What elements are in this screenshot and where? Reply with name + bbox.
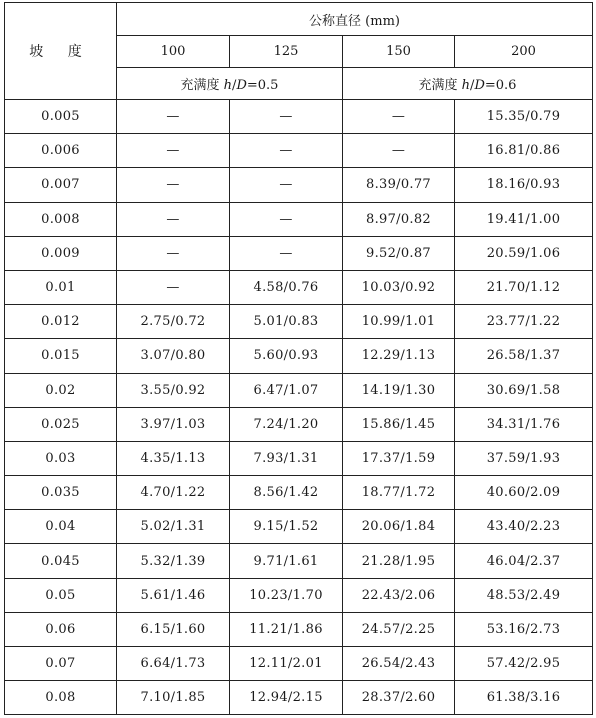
flow-velocity-cell-125: 11.21/1.86 xyxy=(230,612,343,646)
table-row xyxy=(5,544,593,578)
flow-velocity-cell-125: 10.23/1.70 xyxy=(230,578,343,612)
flow-velocity-cell-150: 24.57/2.25 xyxy=(343,612,455,646)
flow-velocity-cell-100: 3.97/1.03 xyxy=(117,407,230,441)
table-row xyxy=(5,681,593,715)
flow-velocity-cell-125: — xyxy=(230,168,343,202)
flow-velocity-cell-200: 26.58/1.37 xyxy=(455,339,593,373)
table-row xyxy=(5,578,593,612)
flow-velocity-cell-200: 61.38/3.16 xyxy=(455,681,593,715)
flow-velocity-cell-200: 20.59/1.06 xyxy=(455,236,593,270)
flow-velocity-cell-100: — xyxy=(117,134,230,168)
flow-velocity-cell-150: 8.39/0.77 xyxy=(343,168,455,202)
slope-cell: 0.03 xyxy=(5,441,117,475)
flow-velocity-cell-100: 3.55/0.92 xyxy=(117,373,230,407)
table-row xyxy=(5,510,593,544)
flow-velocity-cell-150: 9.52/0.87 xyxy=(343,236,455,270)
slope-cell: 0.006 xyxy=(5,134,117,168)
flow-velocity-cell-200: 34.31/1.76 xyxy=(455,407,593,441)
header-row-1 xyxy=(5,3,593,36)
table-row xyxy=(5,305,593,339)
flow-velocity-cell-200: 30.69/1.58 xyxy=(455,373,593,407)
flow-velocity-cell-125: — xyxy=(230,134,343,168)
fill-ratio-left-header: 充满度 h/D=0.5 xyxy=(117,68,343,100)
diameter-125-header: 125 xyxy=(230,36,343,68)
flow-velocity-cell-150: — xyxy=(343,100,455,134)
flow-velocity-cell-125: 7.93/1.31 xyxy=(230,441,343,475)
flow-velocity-cell-150: 21.28/1.95 xyxy=(343,544,455,578)
flow-velocity-cell-100: 6.64/1.73 xyxy=(117,647,230,681)
flow-velocity-cell-150: 17.37/1.59 xyxy=(343,441,455,475)
flow-velocity-cell-150: 18.77/1.72 xyxy=(343,476,455,510)
slope-cell: 0.02 xyxy=(5,373,117,407)
flow-velocity-cell-125: 4.58/0.76 xyxy=(230,270,343,304)
flow-velocity-cell-100: 2.75/0.72 xyxy=(117,305,230,339)
flow-velocity-cell-150: 12.29/1.13 xyxy=(343,339,455,373)
flow-velocity-cell-100: 5.32/1.39 xyxy=(117,544,230,578)
slope-cell: 0.012 xyxy=(5,305,117,339)
slope-header: 坡 度 xyxy=(5,3,117,100)
flow-velocity-cell-125: 9.71/1.61 xyxy=(230,544,343,578)
flow-velocity-cell-100: 3.07/0.80 xyxy=(117,339,230,373)
table-row xyxy=(5,373,593,407)
table-row xyxy=(5,476,593,510)
slope-cell: 0.01 xyxy=(5,270,117,304)
table-row xyxy=(5,647,593,681)
flow-velocity-cell-200: 40.60/2.09 xyxy=(455,476,593,510)
flow-velocity-cell-150: 8.97/0.82 xyxy=(343,202,455,236)
flow-velocity-cell-200: 23.77/1.22 xyxy=(455,305,593,339)
diameter-200-header: 200 xyxy=(455,36,593,68)
flow-velocity-cell-150: 10.99/1.01 xyxy=(343,305,455,339)
table-row xyxy=(5,270,593,304)
flow-velocity-cell-100: — xyxy=(117,236,230,270)
flow-velocity-cell-200: 21.70/1.12 xyxy=(455,270,593,304)
flow-velocity-cell-200: 48.53/2.49 xyxy=(455,578,593,612)
table-row xyxy=(5,441,593,475)
flow-velocity-cell-150: 28.37/2.60 xyxy=(343,681,455,715)
flow-velocity-cell-100: — xyxy=(117,202,230,236)
table-row xyxy=(5,339,593,373)
flow-velocity-cell-150: 14.19/1.30 xyxy=(343,373,455,407)
flow-velocity-cell-125: 12.94/2.15 xyxy=(230,681,343,715)
table-row xyxy=(5,236,593,270)
flow-velocity-cell-125: — xyxy=(230,236,343,270)
diameter-100-header: 100 xyxy=(117,36,230,68)
slope-cell: 0.008 xyxy=(5,202,117,236)
flow-velocity-cell-100: — xyxy=(117,168,230,202)
flow-velocity-cell-100: — xyxy=(117,100,230,134)
slope-cell: 0.045 xyxy=(5,544,117,578)
slope-cell: 0.035 xyxy=(5,476,117,510)
flow-velocity-cell-125: 5.60/0.93 xyxy=(230,339,343,373)
flow-velocity-cell-100: 5.02/1.31 xyxy=(117,510,230,544)
slope-cell: 0.05 xyxy=(5,578,117,612)
flow-velocity-cell-100: 7.10/1.85 xyxy=(117,681,230,715)
flow-velocity-cell-100: — xyxy=(117,270,230,304)
flow-velocity-cell-100: 4.35/1.13 xyxy=(117,441,230,475)
flow-velocity-cell-100: 4.70/1.22 xyxy=(117,476,230,510)
flow-velocity-cell-125: 7.24/1.20 xyxy=(230,407,343,441)
flow-velocity-cell-200: 53.16/2.73 xyxy=(455,612,593,646)
pipe-flow-table xyxy=(4,2,593,715)
slope-cell: 0.005 xyxy=(5,100,117,134)
slope-cell: 0.04 xyxy=(5,510,117,544)
flow-velocity-cell-150: 20.06/1.84 xyxy=(343,510,455,544)
flow-velocity-cell-100: 6.15/1.60 xyxy=(117,612,230,646)
diameter-150-header: 150 xyxy=(343,36,455,68)
slope-cell: 0.009 xyxy=(5,236,117,270)
flow-velocity-cell-200: 43.40/2.23 xyxy=(455,510,593,544)
flow-velocity-cell-200: 18.16/0.93 xyxy=(455,168,593,202)
slope-cell: 0.025 xyxy=(5,407,117,441)
flow-velocity-cell-150: 10.03/0.92 xyxy=(343,270,455,304)
table-row xyxy=(5,168,593,202)
flow-velocity-cell-200: 46.04/2.37 xyxy=(455,544,593,578)
nominal-diameter-header: 公称直径 (mm) xyxy=(117,3,593,36)
flow-velocity-cell-150: 15.86/1.45 xyxy=(343,407,455,441)
flow-velocity-cell-150: 26.54/2.43 xyxy=(343,647,455,681)
table-body xyxy=(5,3,593,715)
flow-velocity-cell-125: 6.47/1.07 xyxy=(230,373,343,407)
flow-velocity-cell-200: 19.41/1.00 xyxy=(455,202,593,236)
flow-velocity-cell-100: 5.61/1.46 xyxy=(117,578,230,612)
slope-cell: 0.007 xyxy=(5,168,117,202)
flow-velocity-cell-125: 12.11/2.01 xyxy=(230,647,343,681)
slope-cell: 0.06 xyxy=(5,612,117,646)
flow-velocity-cell-150: — xyxy=(343,134,455,168)
slope-cell: 0.07 xyxy=(5,647,117,681)
flow-velocity-cell-200: 16.81/0.86 xyxy=(455,134,593,168)
table-row xyxy=(5,134,593,168)
flow-velocity-cell-200: 57.42/2.95 xyxy=(455,647,593,681)
flow-velocity-cell-125: 5.01/0.83 xyxy=(230,305,343,339)
slope-cell: 0.08 xyxy=(5,681,117,715)
flow-velocity-cell-200: 15.35/0.79 xyxy=(455,100,593,134)
flow-velocity-cell-125: — xyxy=(230,100,343,134)
table-row xyxy=(5,202,593,236)
table-row xyxy=(5,407,593,441)
fill-ratio-right-header: 充满度 h/D=0.6 xyxy=(343,68,593,100)
flow-velocity-cell-125: 9.15/1.52 xyxy=(230,510,343,544)
flow-velocity-cell-125: — xyxy=(230,202,343,236)
flow-velocity-cell-150: 22.43/2.06 xyxy=(343,578,455,612)
table-row xyxy=(5,100,593,134)
table-row xyxy=(5,612,593,646)
flow-velocity-cell-200: 37.59/1.93 xyxy=(455,441,593,475)
flow-velocity-cell-125: 8.56/1.42 xyxy=(230,476,343,510)
slope-cell: 0.015 xyxy=(5,339,117,373)
